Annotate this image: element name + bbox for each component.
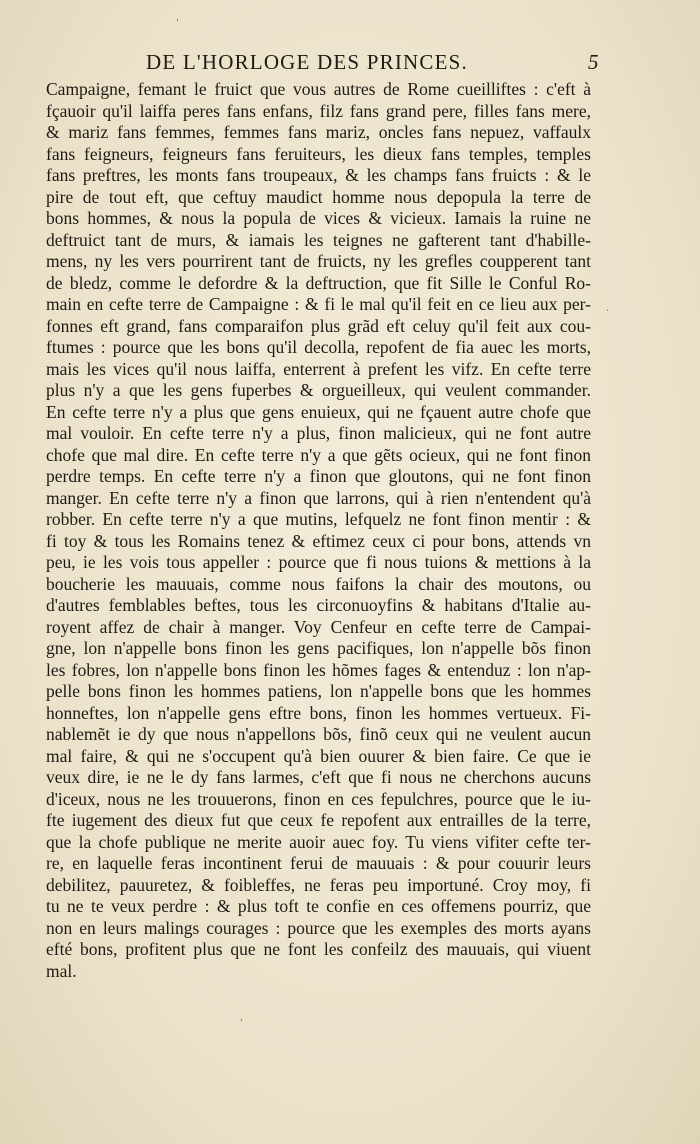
text-line: gne, lon n'appelle bons finon les gens pacifiques, lon n'appelle bõs finon (46, 638, 591, 658)
text-line: pire de tout eft, que ceftuy maudict homme nous depopula la terre de (46, 186, 591, 207)
text-line: que la chofe publique ne merite auoir auec foy. Tu viens vifiter cefte ter- (46, 831, 591, 852)
text-line: manger. En cefte terre n'y a finon que larrons, qui à rien n'entendent qu'à (46, 487, 591, 508)
text-line: mens, ny les vers pourrirent tant de fruicts, ny les grefles coupperent tant (46, 251, 591, 271)
text-line: royent affez de chair à manger. Voy Cenfeur en cefte terre de Campai- (46, 616, 591, 637)
text-line: fans feigneurs, feigneurs fans feruiteurs, les dieux fans temples, temples (46, 143, 591, 164)
text-line: En cefte terre n'y a plus que gens enuieux, qui ne fçauent autre chofe que (46, 401, 591, 422)
text-line: pelle bons finon les hommes patiens, lon n'appelle bons que les hommes (46, 681, 591, 701)
text-line: peu, ie les vois tous appeller : pource que fi nous tuions & mettions à la (46, 552, 591, 572)
text-line: mal faire, & qui ne s'occupent qu'à bien ouurer & bien faire. Ce que ie (46, 745, 591, 766)
text-line: main en cefte terre de Campaigne : & fi le mal qu'il feit en ce lieu aux per- (46, 294, 591, 314)
text-line: non en leurs malings courages : pource que les exemples des morts ayans (46, 917, 591, 938)
text-line: de bledz, comme le defordre & la deftruction, que fit Sille le Conful Ro- (46, 272, 591, 293)
running-title: DE L'HORLOGE DES PRINCES. (146, 50, 468, 74)
text-line: honneftes, lon n'appelle gens eftre bons, finon les hommes vertueux. Fi- (46, 702, 591, 723)
text-line: tu ne te veux perdre : & plus toft te confie en ces offemens pourriz, que (46, 896, 591, 916)
text-line: boucherie les mauuais, comme nous faifons la chair des moutons, ou (46, 573, 591, 594)
text-line: fçauoir qu'il laiffa peres fans enfans, filz fans grand pere, filles fans mere, (46, 100, 591, 121)
text-line: robber. En cefte terre n'y a que mutins, lefquelz ne font finon mentir : & (46, 509, 591, 529)
text-line: debilitez, pauuretez, & foibleffes, ne feras peu importuné. Croy moy, fi (46, 874, 591, 895)
paper-speck: , (240, 1012, 244, 1023)
text-line: chofe que mal dire. En cefte terre n'y a que gẽts ocieux, qui ne font finon (46, 444, 591, 465)
text-line: mais les vices qu'il nous laiffa, enterrent à prefent les vifz. En cefte terre (46, 358, 591, 379)
page-number: 5 (588, 50, 599, 74)
running-head (0, 50, 700, 80)
paper-speck: ' (176, 18, 179, 29)
text-line: mal vouloir. En cefte terre n'y a plus, finon malicieux, qui ne font autre (46, 423, 591, 443)
text-line: plus n'y a que les gens fuperbes & orgueilleux, qui veulent commander. (46, 380, 591, 400)
text-line: d'iceux, nous ne les trouuerons, finon en ces fepulchres, pource que le iu- (46, 788, 591, 809)
text-line: fonnes eft grand, fans comparaifon plus grãd eft celuy qu'il feit aux cou- (46, 315, 591, 336)
text-line: ftumes : pource que les bons qu'il decolla, repofent de fia auec les morts, (46, 337, 591, 357)
text-line: nablemẽt ie dy que nous n'appellons bõs, finõ ceux qui ne veulent aucun (46, 724, 591, 744)
text-line: mal. (46, 960, 77, 981)
body-text (46, 79, 591, 982)
text-line: re, en laquelle feras incontinent ferui de mauuais : & pour couurir leurs (46, 853, 591, 873)
text-line: fans preftres, les monts fans troupeaux, & les champs fans fruicts : & le (46, 165, 591, 185)
text-line: efté bons, profitent plus que ne font les confeilz des mauuais, qui viuent (46, 939, 591, 959)
text-line: deftruict tant de murs, & iamais les teignes ne gafterent tant d'habille- (46, 229, 591, 250)
text-line: d'autres femblables beftes, tous les circonuoyfins & habitans d'Italie au- (46, 595, 591, 615)
text-line: les fobres, lon n'appelle bons finon les hõmes fages & entenduz : lon n'ap- (46, 659, 591, 680)
text-line: veux dire, ie ne le dy fans larmes, c'eft que fi nous ne cherchons aucuns (46, 767, 591, 787)
text-line: Campaigne, femant le fruict que vous autres de Rome cueilliftes : c'eft à (46, 79, 591, 99)
paper-speck: · (606, 306, 610, 317)
text-line: bons hommes, & nous la popula de vices & vicieux. Iamais la ruine ne (46, 208, 591, 228)
text-line: & mariz fans femmes, femmes fans mariz, oncles fans nepuez, vaffaulx (46, 122, 591, 142)
text-line: fi toy & tous les Romains tenez & eftimez ceux ci pour bons, attends vn (46, 530, 591, 551)
text-line: perdre temps. En cefte terre n'y a finon que gloutons, qui ne font finon (46, 466, 591, 486)
text-line: fte iugement des dieux fut que ceux fe repofent aux entrailles de la terre, (46, 810, 591, 830)
